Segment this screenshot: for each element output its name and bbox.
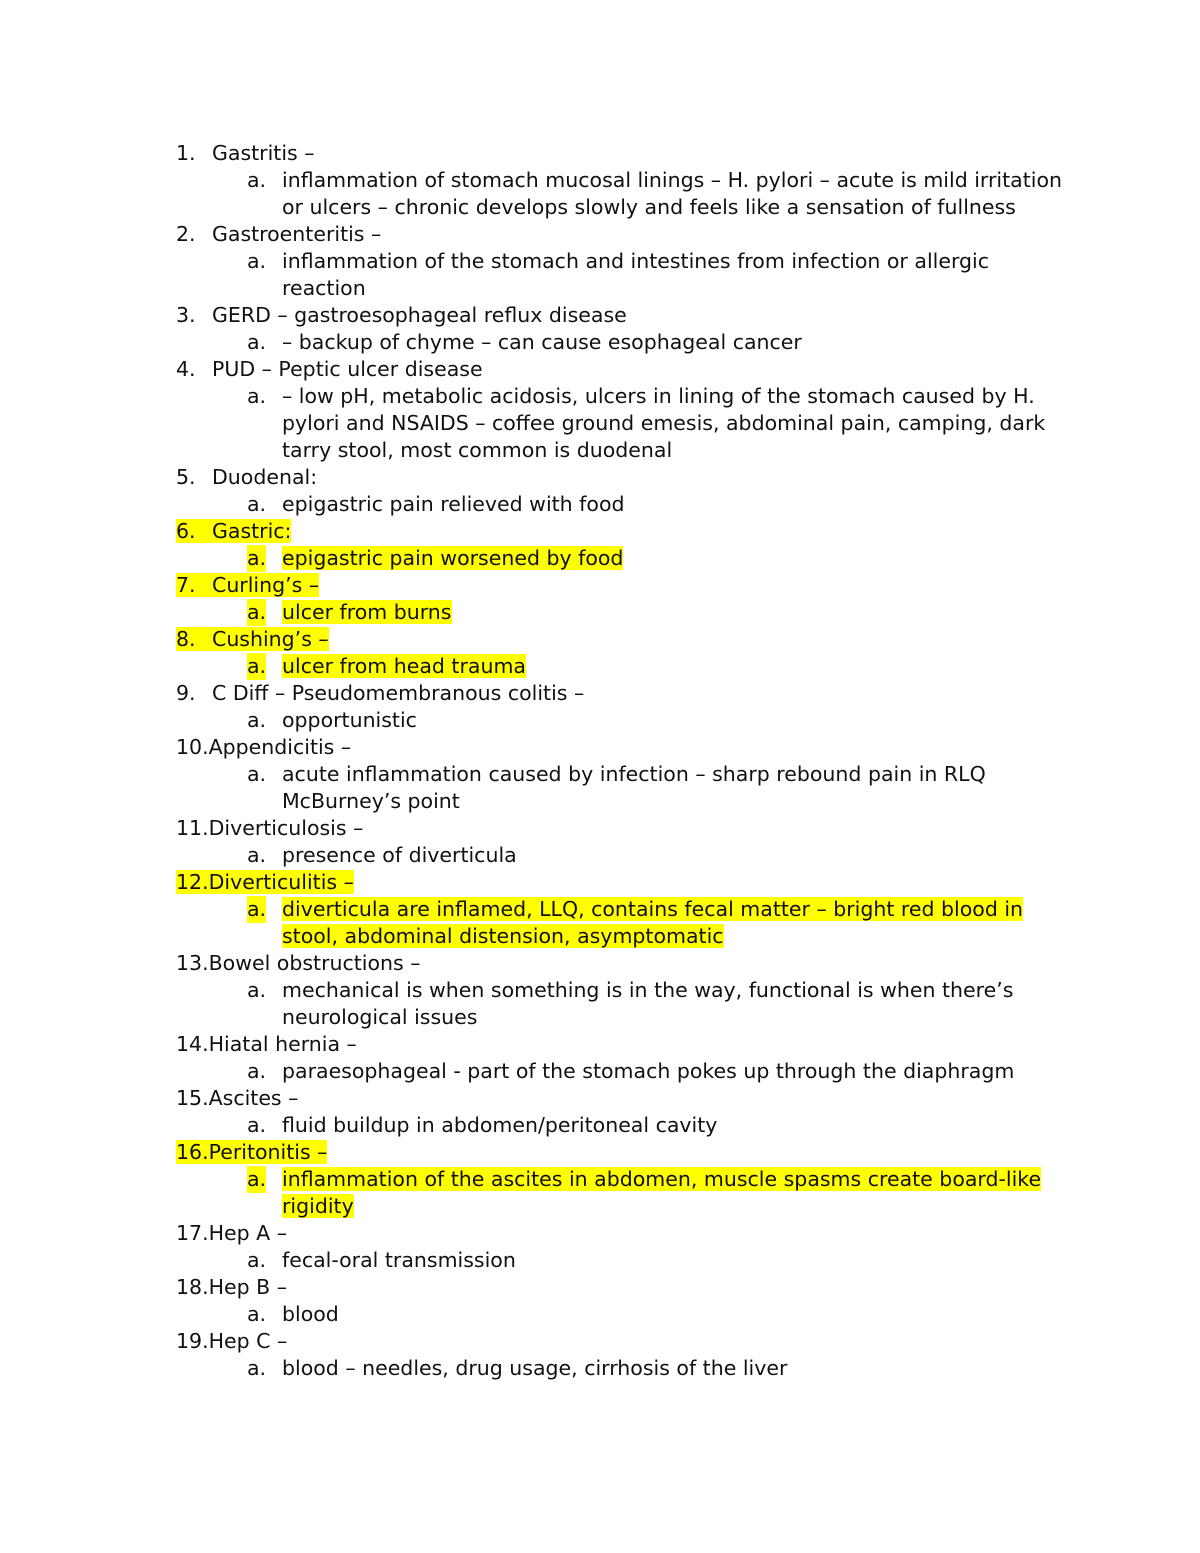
list-item-title: Ascites –: [208, 1086, 299, 1110]
list-item-number: 19.: [176, 1329, 209, 1353]
sub-item-text: diverticula are inflamed, LLQ, contains fecal matter – bright red blood in stool, abdominal distension, asymptomatic: [282, 897, 1024, 948]
sub-item-letter: a.: [247, 249, 267, 273]
list-item-title: Hep A –: [208, 1221, 287, 1245]
sub-item-text: – low pH, metabolic acidosis, ulcers in lining of the stomach caused by H. pylori and NSAIDS – coffee ground emesis, abdominal pain, camping, dark tarry stool, most common is duodenal: [282, 384, 1046, 462]
sub-item-letter: a.: [247, 1302, 267, 1326]
list-item-heading: [176, 221, 1076, 248]
sub-item-text: paraesophageal - part of the stomach pokes up through the diaphragm: [282, 1059, 1015, 1083]
list-item-heading: [176, 464, 1076, 491]
sub-item-text: fluid buildup in abdomen/peritoneal cavity: [282, 1113, 718, 1137]
sub-item: [176, 545, 1068, 572]
sub-item: [176, 653, 1068, 680]
sub-item: [176, 383, 1068, 464]
sub-item: [176, 491, 1068, 518]
list-item-heading: [176, 356, 1076, 383]
sub-item-letter: a.: [247, 1356, 267, 1380]
list-item-title: Peritonitis –: [208, 1140, 328, 1164]
sub-item-text: epigastric pain worsened by food: [282, 546, 624, 570]
sub-item: [176, 1112, 1068, 1139]
sub-item-letter: a.: [247, 1248, 267, 1272]
list-item-heading: [176, 1085, 1076, 1112]
list-item-title: Hep C –: [208, 1329, 288, 1353]
list-item: [176, 1274, 1076, 1328]
list-item: [176, 572, 1076, 626]
sub-item-text: inflammation of the ascites in abdomen, muscle spasms create board-like rigidity: [282, 1167, 1042, 1218]
list-item-title: Hep B –: [208, 1275, 287, 1299]
sub-item-letter: a.: [247, 978, 267, 1002]
list-item-title: Hiatal hernia –: [208, 1032, 357, 1056]
sub-item-text: inflammation of the stomach and intestines from infection or allergic reaction: [282, 249, 989, 300]
list-item-number: 6.: [176, 519, 196, 543]
list-item-heading: [176, 1328, 1076, 1355]
list-item-number: 14.: [176, 1032, 209, 1056]
list-item: [176, 734, 1076, 815]
sub-item: [176, 896, 1068, 950]
sub-item: [176, 248, 1068, 302]
list-item-heading: [176, 734, 1076, 761]
list-item-heading: [176, 518, 1076, 545]
list-item-title: C Diff – Pseudomembranous colitis –: [212, 681, 585, 705]
sub-item-letter: a.: [247, 654, 267, 678]
list-item-title: Duodenal:: [212, 465, 318, 489]
list-item-title: PUD – Peptic ulcer disease: [212, 357, 483, 381]
list-item-heading: [176, 815, 1076, 842]
sub-item-letter: a.: [247, 1167, 267, 1191]
list-item-number: 4.: [176, 357, 196, 381]
list-item: [176, 1085, 1076, 1139]
list-item-title: Gastroenteritis –: [212, 222, 382, 246]
list-item-heading: [176, 680, 1076, 707]
list-item-title: Diverticulitis –: [208, 870, 354, 894]
list-item: [176, 221, 1076, 302]
list-item-title: Appendicitis –: [208, 735, 352, 759]
list-item-number: 1.: [176, 141, 196, 165]
list-item-heading: [176, 869, 1076, 896]
list-item-number: 5.: [176, 465, 196, 489]
sub-item-letter: a.: [247, 168, 267, 192]
list-item-number: 16.: [176, 1140, 209, 1164]
sub-item-letter: a.: [247, 897, 267, 921]
list-item-number: 9.: [176, 681, 196, 705]
sub-item-letter: a.: [247, 762, 267, 786]
list-item: [176, 869, 1076, 950]
sub-item: [176, 761, 1068, 815]
sub-item-text: inflammation of stomach mucosal linings – H. pylori – acute is mild irritation or ulcers – chronic develops slowly and feels like a sensation of fullness: [282, 168, 1062, 219]
list-item: [176, 1139, 1076, 1220]
sub-item-text: mechanical is when something is in the way, functional is when there’s neurological issues: [282, 978, 1014, 1029]
list-item-number: 17.: [176, 1221, 209, 1245]
sub-item: [176, 1058, 1068, 1085]
list-item-heading: [176, 1139, 1076, 1166]
list-item: [176, 680, 1076, 734]
sub-item: [176, 1247, 1068, 1274]
list-item-title: Gastric:: [212, 519, 292, 543]
list-item-title: Curling’s –: [212, 573, 320, 597]
list-item-title: Cushing’s –: [212, 627, 329, 651]
sub-item-letter: a.: [247, 384, 267, 408]
list-item-heading: [176, 572, 1076, 599]
sub-item-text: fecal-oral transmission: [282, 1248, 516, 1272]
sub-item: [176, 167, 1068, 221]
sub-item-letter: a.: [247, 1059, 267, 1083]
list-item: [176, 815, 1076, 869]
list-item: [176, 1220, 1076, 1274]
sub-item-letter: a.: [247, 492, 267, 516]
sub-item: [176, 1355, 1068, 1382]
list-item-heading: [176, 1220, 1076, 1247]
list-item: [176, 302, 1076, 356]
sub-item: [176, 1166, 1068, 1220]
list-item-number: 18.: [176, 1275, 209, 1299]
list-item-number: 8.: [176, 627, 196, 651]
list-item-number: 10.: [176, 735, 209, 759]
list-item: [176, 1031, 1076, 1085]
list-item: [176, 950, 1076, 1031]
list-item-heading: [176, 1031, 1076, 1058]
list-item-heading: [176, 1274, 1076, 1301]
sub-item-text: acute inflammation caused by infection – sharp rebound pain in RLQ McBurney’s point: [282, 762, 986, 813]
sub-item-letter: a.: [247, 1113, 267, 1137]
sub-item-text: ulcer from head trauma: [282, 654, 526, 678]
sub-item-text: presence of diverticula: [282, 843, 517, 867]
sub-item: [176, 842, 1068, 869]
sub-item-text: epigastric pain relieved with food: [282, 492, 625, 516]
list-item: [176, 626, 1076, 680]
list-item: [176, 140, 1076, 221]
list-item-number: 11.: [176, 816, 209, 840]
list-item-heading: [176, 140, 1076, 167]
sub-item: [176, 329, 1068, 356]
list-item: [176, 518, 1076, 572]
sub-item-letter: a.: [247, 330, 267, 354]
sub-item: [176, 599, 1068, 626]
sub-item: [176, 707, 1068, 734]
sub-item-text: – backup of chyme – can cause esophageal cancer: [282, 330, 802, 354]
list-item: [176, 1328, 1076, 1382]
list-item-number: 2.: [176, 222, 196, 246]
sub-item-text: opportunistic: [282, 708, 417, 732]
list-item-number: 12.: [176, 870, 209, 894]
list-item-title: Bowel obstructions –: [208, 951, 421, 975]
sub-item-letter: a.: [247, 600, 267, 624]
list-item-number: 7.: [176, 573, 196, 597]
list-item-heading: [176, 302, 1076, 329]
list-item-heading: [176, 626, 1076, 653]
list-item-heading: [176, 950, 1076, 977]
sub-item-letter: a.: [247, 843, 267, 867]
list-item-title: Diverticulosis –: [208, 816, 364, 840]
list-item: [176, 356, 1076, 464]
list-item-number: 13.: [176, 951, 209, 975]
list-item-number: 15.: [176, 1086, 209, 1110]
sub-item: [176, 977, 1068, 1031]
sub-item-letter: a.: [247, 546, 267, 570]
sub-item-letter: a.: [247, 708, 267, 732]
sub-item-text: ulcer from burns: [282, 600, 452, 624]
sub-item: [176, 1301, 1068, 1328]
sub-item-text: blood: [282, 1302, 339, 1326]
list-item-title: GERD – gastroesophageal reflux disease: [212, 303, 627, 327]
list-item-title: Gastritis –: [212, 141, 315, 165]
sub-item-text: blood – needles, drug usage, cirrhosis of the liver: [282, 1356, 788, 1380]
list-item: [176, 464, 1076, 518]
numbered-list: [176, 140, 1076, 1382]
list-item-number: 3.: [176, 303, 196, 327]
